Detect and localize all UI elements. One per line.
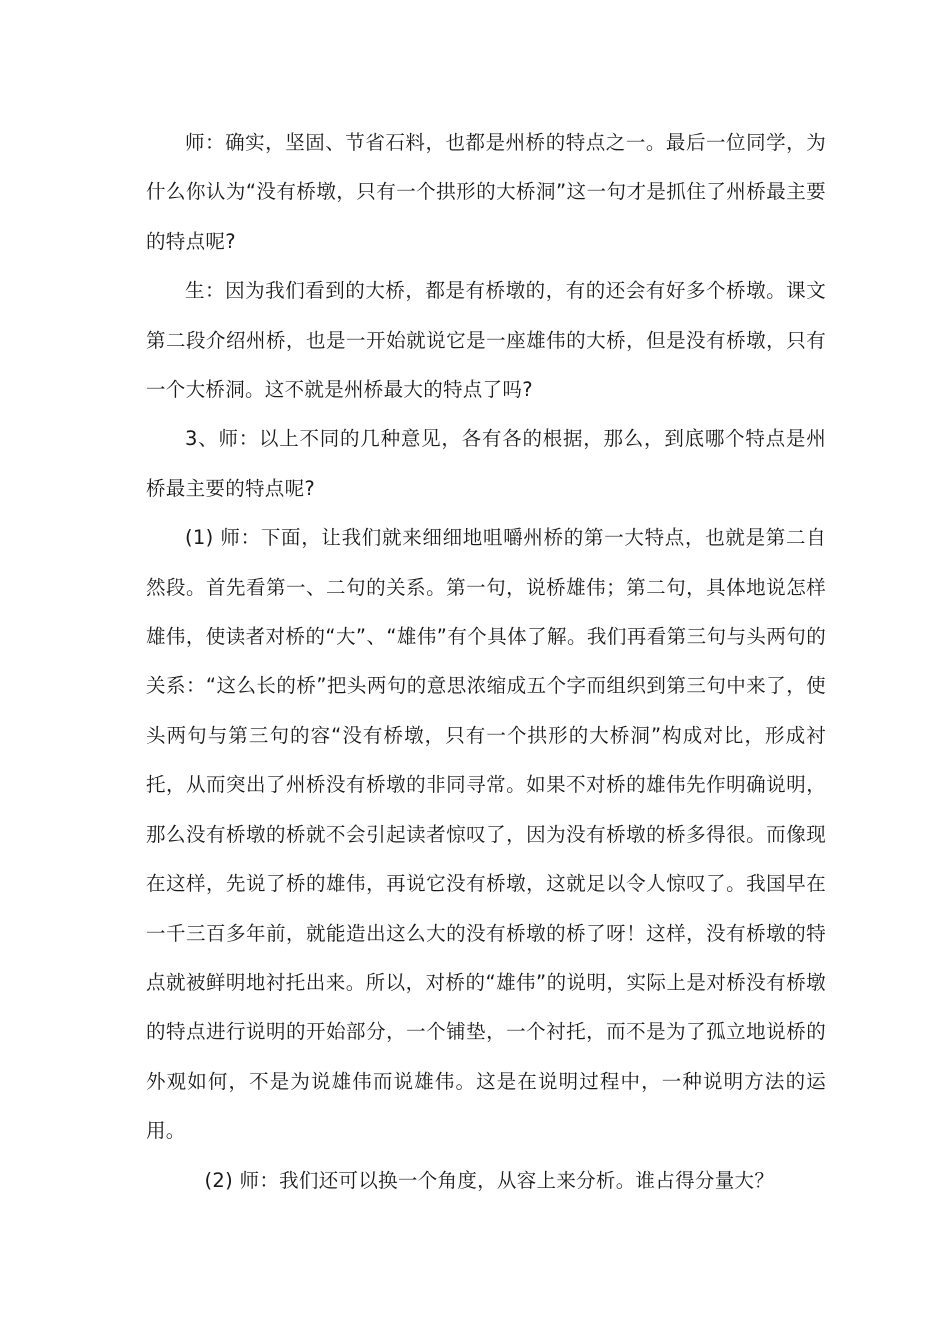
paragraph-student-answer: 生：因为我们看到的大桥，都是有桥墩的，有的还会有好多个桥墩。课文第二段介绍州桥，也是一开始就说它是一座雄伟的大桥，但是没有桥墩，只有一个大桥洞。这不就是州桥最大的特点了吗? — [146, 279, 826, 402]
document-body — [146, 118, 826, 1205]
paragraph-step-3-1: (1) 师：下面，让我们就来细细地咀嚼州桥的第一大特点，也就是第二自然段。首先看第一、二句的关系。第一句，说桥雄伟；第二句，具体地说怎样雄伟，使读者对桥的“大”、“雄伟”有个具体了解。我们再看第三句与头两句的关系：“这么长的桥”把头两句的意思浓缩成五个字而组织到第三句中来了，使头两句与第三句的容“没有桥墩，只有一个拱形的大桥洞”构成对比，形成衬托，从而突出了州桥没有桥墩的非同寻常。如果不对桥的雄伟先作明确说明，那么没有桥墩的桥就不会引起读者惊叹了，因为没有桥墩的桥多得很。而像现在这样，先说了桥的雄伟，再说它没有桥墩，这就足以令人惊叹了。我国早在一千三百多年前，就能造出这么大的没有桥墩的桥了呀！这样，没有桥墩的特点就被鲜明地衬托出来。所以，对桥的“雄伟”的说明，实际上是对桥没有桥墩的特点进行说明的开始部分，一个铺垫，一个衬托，而不是为了孤立地说桥的外观如何，不是为说雄伟而说雄伟。这是在说明过程中，一种说明方法的运用。 — [146, 526, 826, 1143]
paragraph-step-3-2: (2) 师：我们还可以换一个角度，从容上来分析。谁占得分量大？ — [204, 1168, 775, 1192]
paragraph-teacher-question: 师：确实，坚固、节省石料，也都是州桥的特点之一。最后一位同学，为什么你认为“没有桥墩，只有一个拱形的大桥洞”这一句才是抓住了州桥最主要的特点呢? — [146, 131, 826, 253]
paragraph-step-3: 3、师：以上不同的几种意见，各有各的根据，那么，到底哪个特点是州桥最主要的特点呢? — [146, 427, 826, 500]
